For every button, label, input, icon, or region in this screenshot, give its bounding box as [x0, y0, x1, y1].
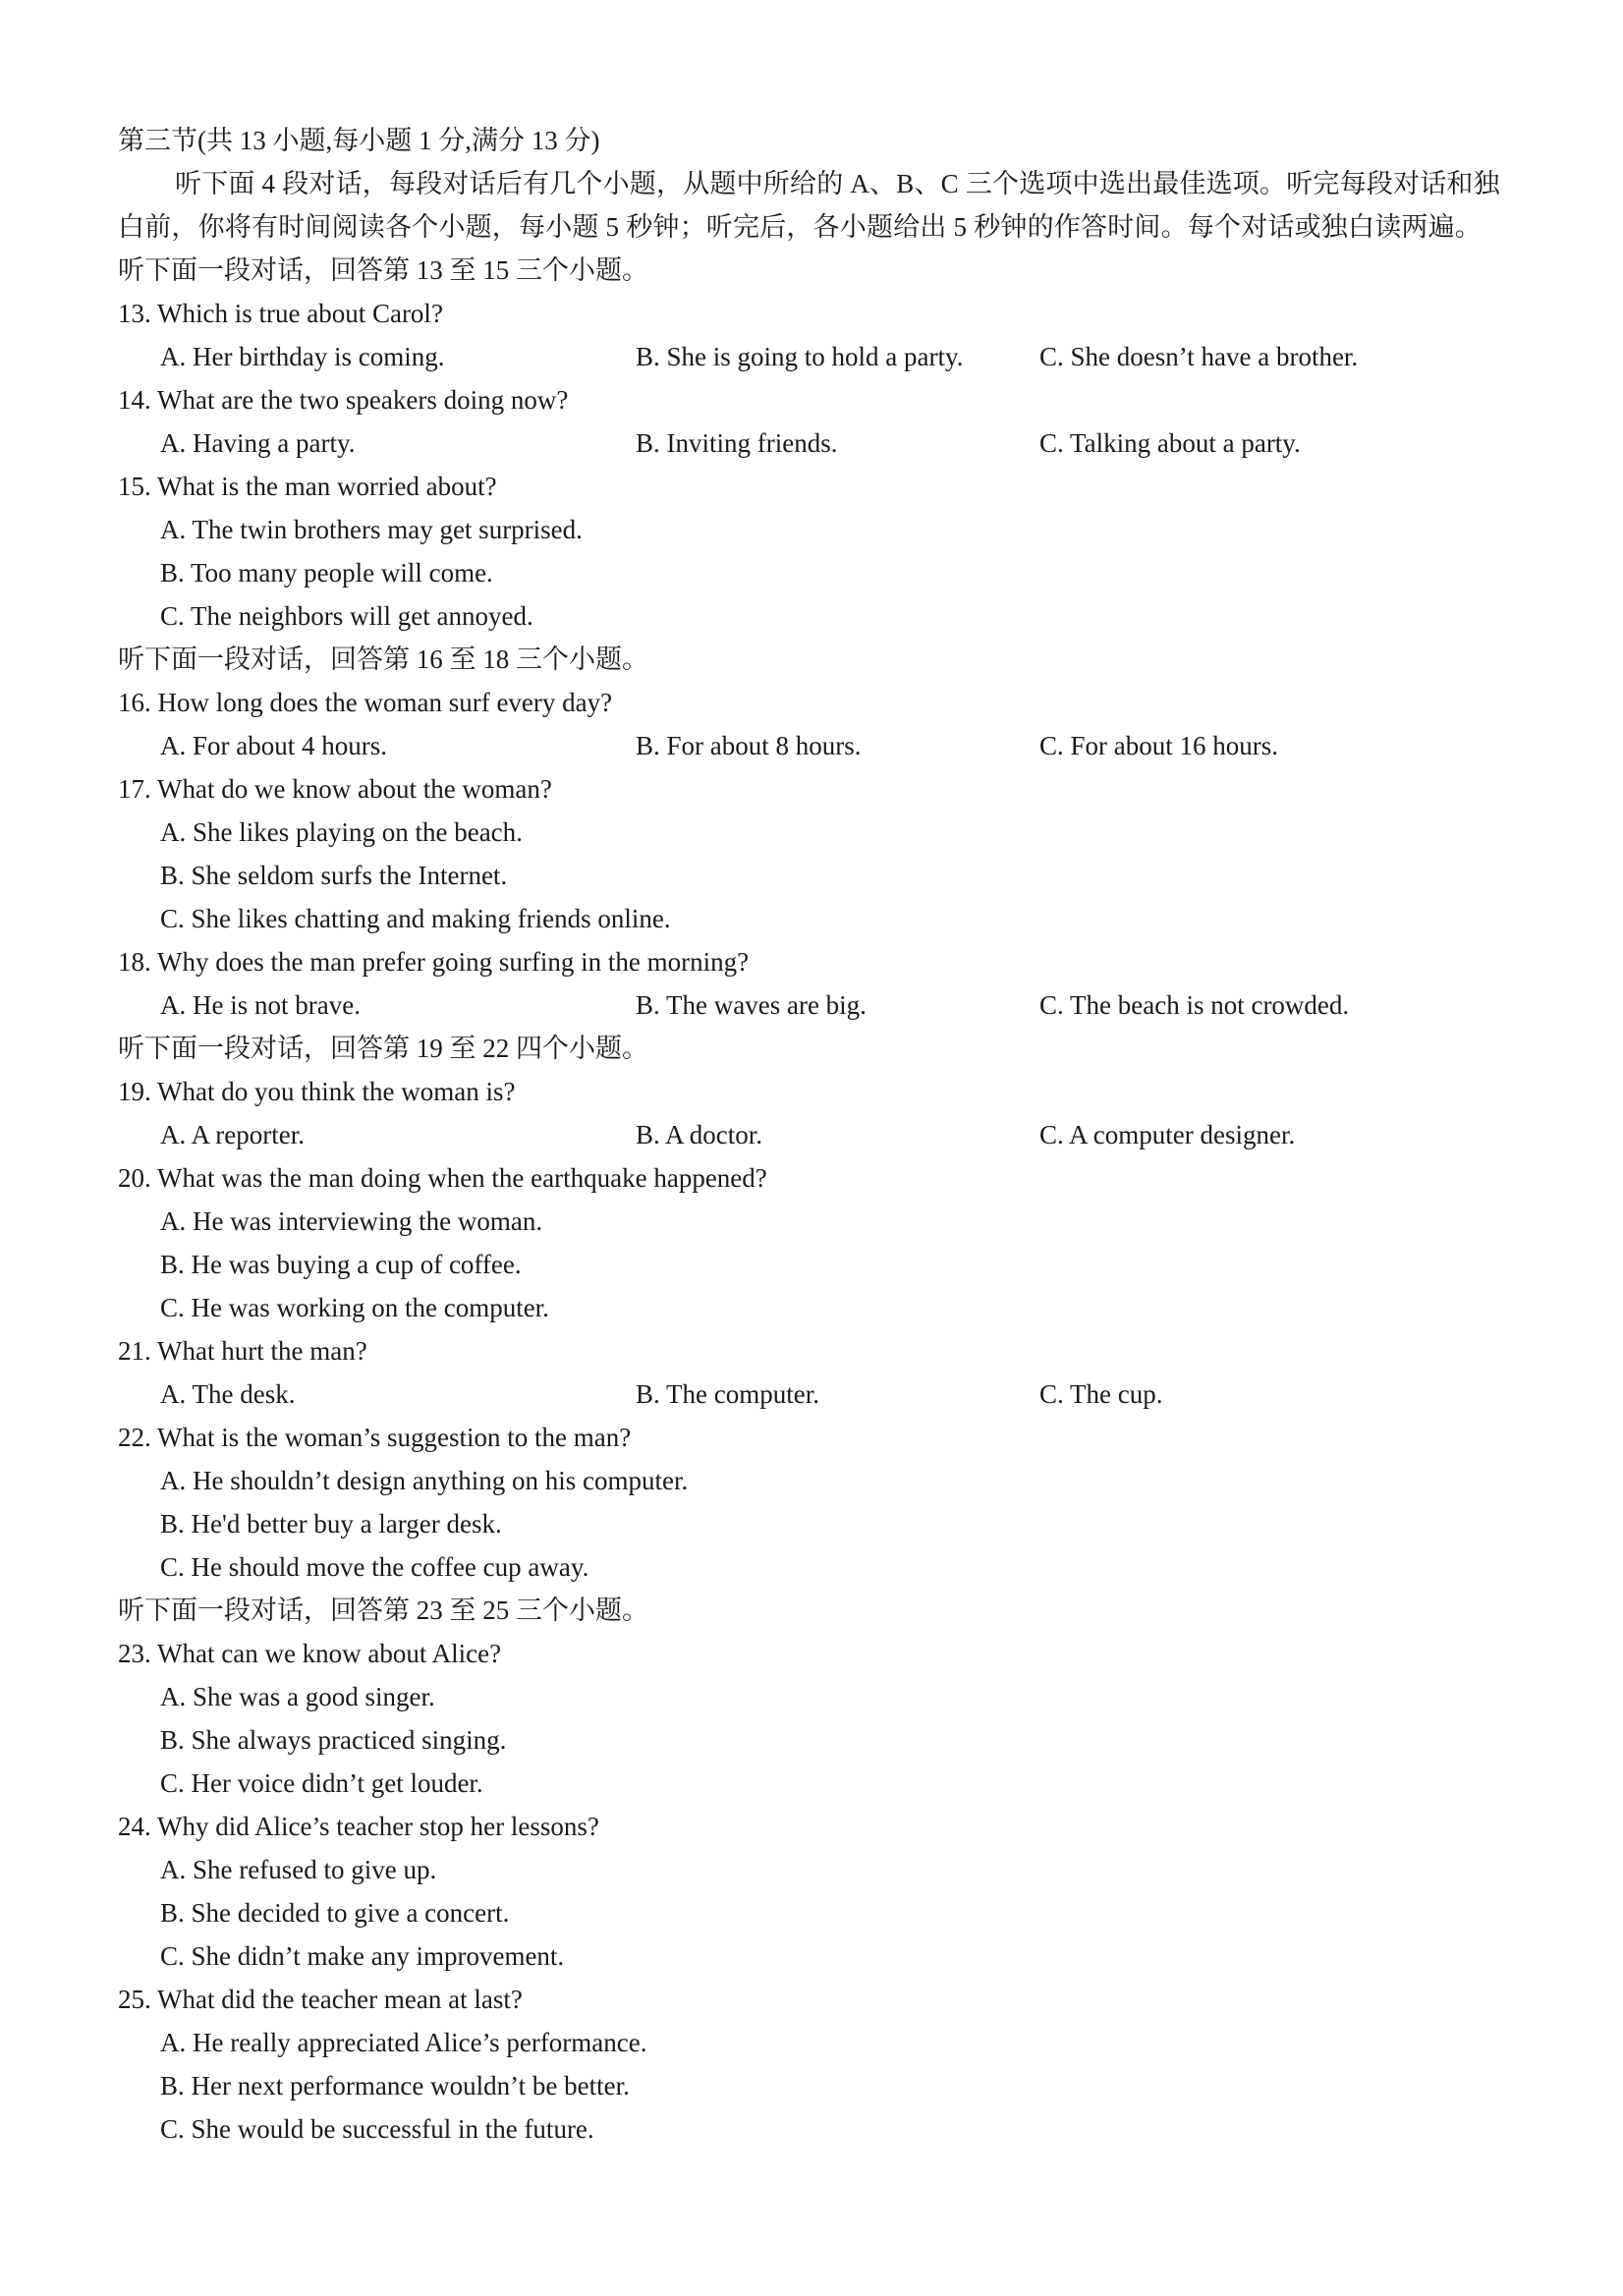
option-a: A. For about 4 hours. [160, 731, 387, 760]
option-c: C. She didn’t make any improvement. [160, 1941, 565, 1971]
option-c: C. A computer designer. [1039, 1120, 1296, 1149]
section-instructions: 听下面 4 段对话，每段对话后有几个小题，从题中所给的 A、B、C 三个选项中选出最佳选项。听完每段对话和独白前，你将有时间阅读各个小题，每小题 5 秒钟；听完后，各小题给出 5 秒钟的作答时间。每个对话或独白读两遍。 [118, 169, 1500, 242]
option-b: B. He'd better buy a larger desk. [160, 1509, 502, 1539]
option-c: C. The cup. [1039, 1379, 1163, 1409]
option-a: A. He shouldn’t design anything on his computer. [160, 1466, 689, 1495]
option-c: C. She doesn’t have a brother. [1039, 342, 1359, 371]
group-intro: 听下面一段对话，回答第 19 至 22 四个小题。 [118, 1034, 648, 1063]
options-14 [118, 421, 1523, 465]
option-c: C. Her voice didn’t get louder. [160, 1768, 483, 1798]
option-c: C. The beach is not crowded. [1039, 990, 1350, 1020]
option-c: C. For about 16 hours. [1039, 731, 1278, 760]
option-b: B. She is going to hold a party. [636, 342, 964, 371]
option-a: A. A reporter. [160, 1120, 305, 1149]
option-c: C. She would be successful in the future. [160, 2114, 594, 2144]
option-c: C. He was working on the computer. [160, 1293, 549, 1322]
option-b: B. Inviting friends. [636, 428, 838, 458]
options-16 [118, 724, 1523, 767]
option-a: A. She was a good singer. [160, 1682, 435, 1711]
exam-page [118, 119, 1523, 2151]
option-c: C. Talking about a party. [1039, 428, 1301, 458]
option-c: C. She likes chatting and making friends online. [160, 904, 671, 933]
dialogue-group [118, 1027, 1523, 1589]
group-intro: 听下面一段对话，回答第 13 至 15 三个小题。 [118, 255, 648, 285]
group-intro: 听下面一段对话，回答第 23 至 25 三个小题。 [118, 1596, 648, 1625]
options-21 [118, 1372, 1523, 1416]
question-16: 16. How long does the woman surf every day? [118, 688, 613, 717]
question-15: 15. What is the man worried about? [118, 472, 497, 501]
option-a: A. He is not brave. [160, 990, 361, 1020]
question-23: 23. What can we know about Alice? [118, 1639, 502, 1668]
option-a: A. She likes playing on the beach. [160, 817, 523, 847]
question-14: 14. What are the two speakers doing now? [118, 385, 569, 415]
option-a: A. Having a party. [160, 428, 356, 458]
question-20: 20. What was the man doing when the earthquake happened? [118, 1163, 767, 1193]
question-24: 24. Why did Alice’s teacher stop her lessons? [118, 1812, 599, 1841]
option-c: C. He should move the coffee cup away. [160, 1552, 589, 1582]
option-a: A. The desk. [160, 1379, 296, 1409]
option-b: B. She always practiced singing. [160, 1725, 507, 1755]
option-b: B. Her next performance wouldn’t be better. [160, 2071, 630, 2100]
dialogue-group [118, 638, 1523, 1027]
option-b: B. He was buying a cup of coffee. [160, 1250, 522, 1279]
question-21: 21. What hurt the man? [118, 1336, 367, 1366]
question-13: 13. Which is true about Carol? [118, 299, 443, 328]
option-a: A. She refused to give up. [160, 1855, 437, 1884]
option-a: A. He really appreciated Alice’s performance. [160, 2028, 647, 2057]
option-b: B. For about 8 hours. [636, 731, 862, 760]
question-25: 25. What did the teacher mean at last? [118, 1985, 523, 2014]
option-b: B. She seldom surfs the Internet. [160, 861, 508, 890]
option-a: A. Her birthday is coming. [160, 342, 445, 371]
option-b: B. Too many people will come. [160, 558, 493, 588]
option-b: B. The computer. [636, 1379, 819, 1409]
option-c: C. The neighbors will get annoyed. [160, 601, 533, 631]
question-17: 17. What do we know about the woman? [118, 774, 552, 804]
group-intro: 听下面一段对话，回答第 16 至 18 三个小题。 [118, 644, 648, 674]
options-18 [118, 983, 1523, 1027]
section-title: 第三节(共 13 小题,每小题 1 分,满分 13 分) [118, 126, 600, 155]
question-22: 22. What is the woman’s suggestion to the man? [118, 1423, 632, 1452]
option-a: A. He was interviewing the woman. [160, 1206, 543, 1236]
options-13 [118, 335, 1523, 378]
options-19 [118, 1113, 1523, 1156]
option-b: B. A doctor. [636, 1120, 763, 1149]
option-b: B. The waves are big. [636, 990, 867, 1020]
dialogue-group [118, 1589, 1523, 2151]
dialogue-group [118, 249, 1523, 638]
question-18: 18. Why does the man prefer going surfing in the morning? [118, 947, 750, 977]
question-19: 19. What do you think the woman is? [118, 1077, 516, 1106]
option-a: A. The twin brothers may get surprised. [160, 515, 583, 544]
option-b: B. She decided to give a concert. [160, 1898, 510, 1928]
